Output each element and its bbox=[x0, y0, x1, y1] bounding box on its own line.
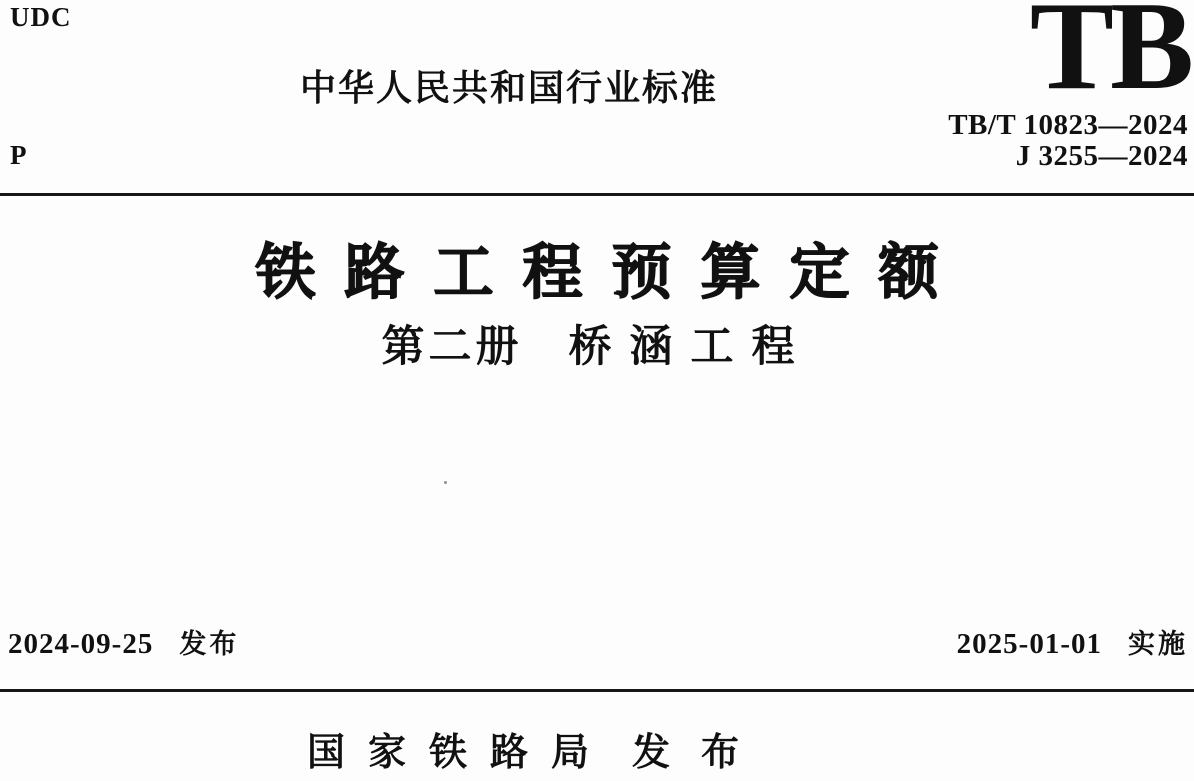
classification-label: P bbox=[10, 140, 27, 170]
issue-date: 2024-09-25 bbox=[8, 628, 154, 660]
scan-artifact-dot bbox=[444, 481, 447, 484]
implementation-date: 2025-01-01 bbox=[956, 628, 1102, 660]
implementation-group bbox=[957, 630, 1188, 659]
standard-number: TB/T 10823—2024 bbox=[948, 109, 1188, 141]
subtitle bbox=[0, 324, 1194, 371]
main-title: 铁路工程预算定额 bbox=[255, 240, 968, 306]
udc-label: UDC bbox=[10, 2, 72, 32]
publisher-row bbox=[307, 734, 770, 772]
dates-row bbox=[8, 630, 1188, 659]
tb-logo: TB bbox=[1029, 0, 1190, 116]
issue-label: 发布 bbox=[179, 629, 240, 659]
implementation-label: 实施 bbox=[1128, 629, 1188, 659]
standard-codes bbox=[948, 110, 1188, 172]
header-rule bbox=[0, 193, 1194, 196]
footer-rule bbox=[0, 689, 1194, 692]
record-number: J 3255—2024 bbox=[1015, 140, 1188, 173]
subtitle-volume: 第二册 bbox=[381, 323, 523, 371]
subtitle-subject: 桥涵工程 bbox=[568, 323, 813, 371]
standard-type-heading: 中华人民共和国行业标准 bbox=[300, 67, 719, 108]
publisher-action-label: 发布 bbox=[632, 732, 771, 774]
issue-group bbox=[8, 630, 239, 659]
publisher-name: 国家铁路局 bbox=[307, 732, 613, 774]
